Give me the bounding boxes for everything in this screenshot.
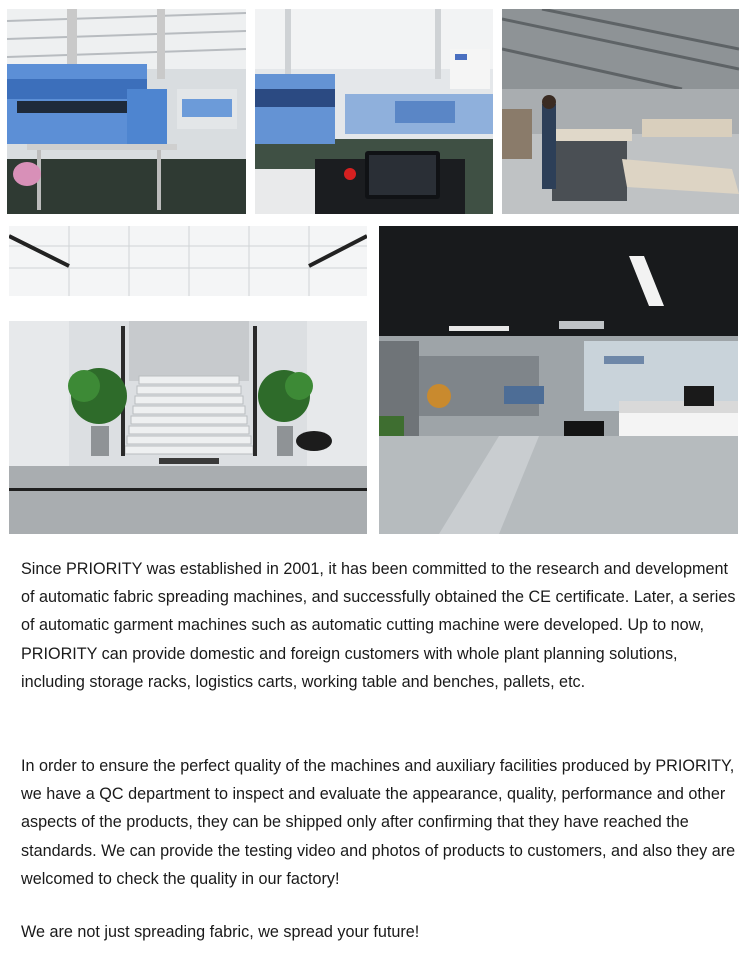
production-line-photo xyxy=(255,9,493,214)
office-photo xyxy=(379,226,738,534)
factory-floor-photo xyxy=(7,9,246,214)
slogan-paragraph: We are not just spreading fabric, we spread your future! xyxy=(21,923,420,941)
lobby-staircase-photo xyxy=(9,226,367,534)
quality-control-paragraph: In order to ensure the perfect quality of the machines and auxiliary facilities produced by PRIORITY, we have a QC department to inspect and evaluate the appearance, quality, performance and other aspects of the products, they can be shipped only after confirming that they have reached the standards. We can provide the testing video and photos of products to customers, and also they are welcomed to check the quality in our factory! xyxy=(21,757,736,888)
workshop-photo xyxy=(502,9,739,214)
company-history-paragraph: Since PRIORITY was established in 2001, it has been committed to the research and development of automatic fabric spreading machines, and successfully obtained the CE certificate. Later, a series of automatic garment machines such as automatic cutting machine were developed. Up to now, PRIORITY can provide domestic and foreign customers with whole plant planning solutions, including storage racks, logistics carts, working table and benches, pallets, etc. xyxy=(21,560,736,691)
